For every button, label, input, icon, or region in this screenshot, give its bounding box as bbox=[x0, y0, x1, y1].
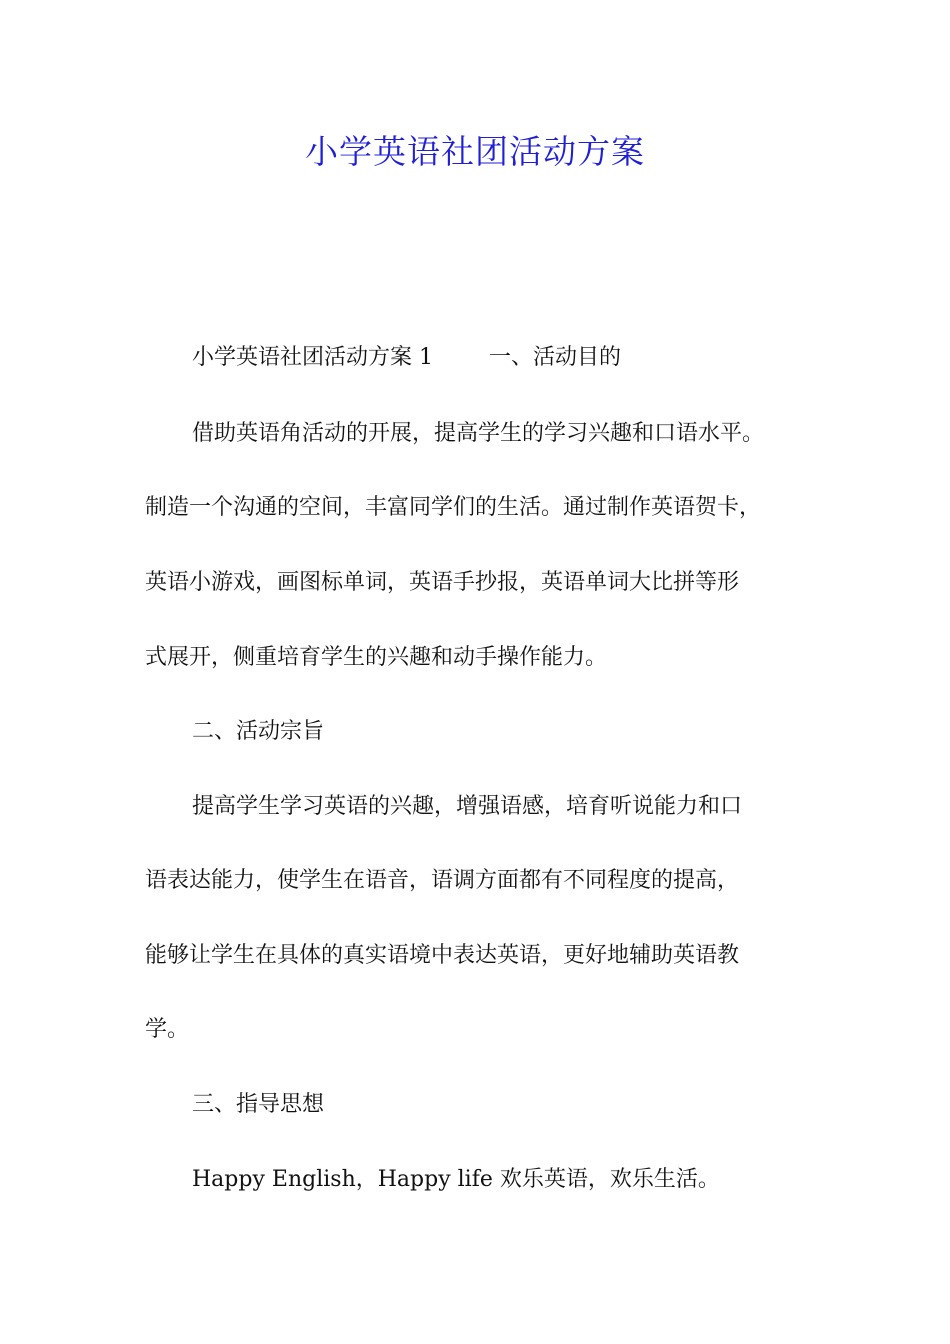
paragraph-line: 学。 bbox=[145, 1017, 190, 1042]
section2-heading: 二、活动宗旨 bbox=[192, 719, 325, 744]
paragraph-line: 提高学生学习英语的兴趣，增强语感，培育听说能力和口 bbox=[192, 794, 743, 819]
paragraph-line: 语表达能力，使学生在语音，语调方面都有不同程度的提高， bbox=[145, 868, 740, 893]
section1-heading: 一、活动目的 bbox=[489, 345, 622, 370]
paragraph-line: 英语小游戏，画图标单词，英语手抄报，英语单词大比拼等形 bbox=[145, 570, 740, 595]
paragraph-line: 制造一个沟通的空间，丰富同学们的生活。通过制作英语贺卡， bbox=[145, 495, 762, 520]
document-title: 小学英语社团活动方案 bbox=[305, 132, 645, 171]
paragraph-line: Happy English，Happy life 欢乐英语，欢乐生活。 bbox=[192, 1167, 720, 1192]
paragraph-line: 借助英语角活动的开展，提高学生的学习兴趣和口语水平。 bbox=[192, 421, 765, 446]
intro-heading: 小学英语社团活动方案 1 bbox=[192, 345, 433, 370]
paragraph-line: 能够让学生在具体的真实语境中表达英语，更好地辅助英语教 bbox=[145, 943, 740, 968]
paragraph-line: 式展开，侧重培育学生的兴趣和动手操作能力。 bbox=[145, 645, 608, 670]
intro-line bbox=[192, 342, 872, 374]
section3-heading: 三、指导思想 bbox=[192, 1092, 325, 1117]
